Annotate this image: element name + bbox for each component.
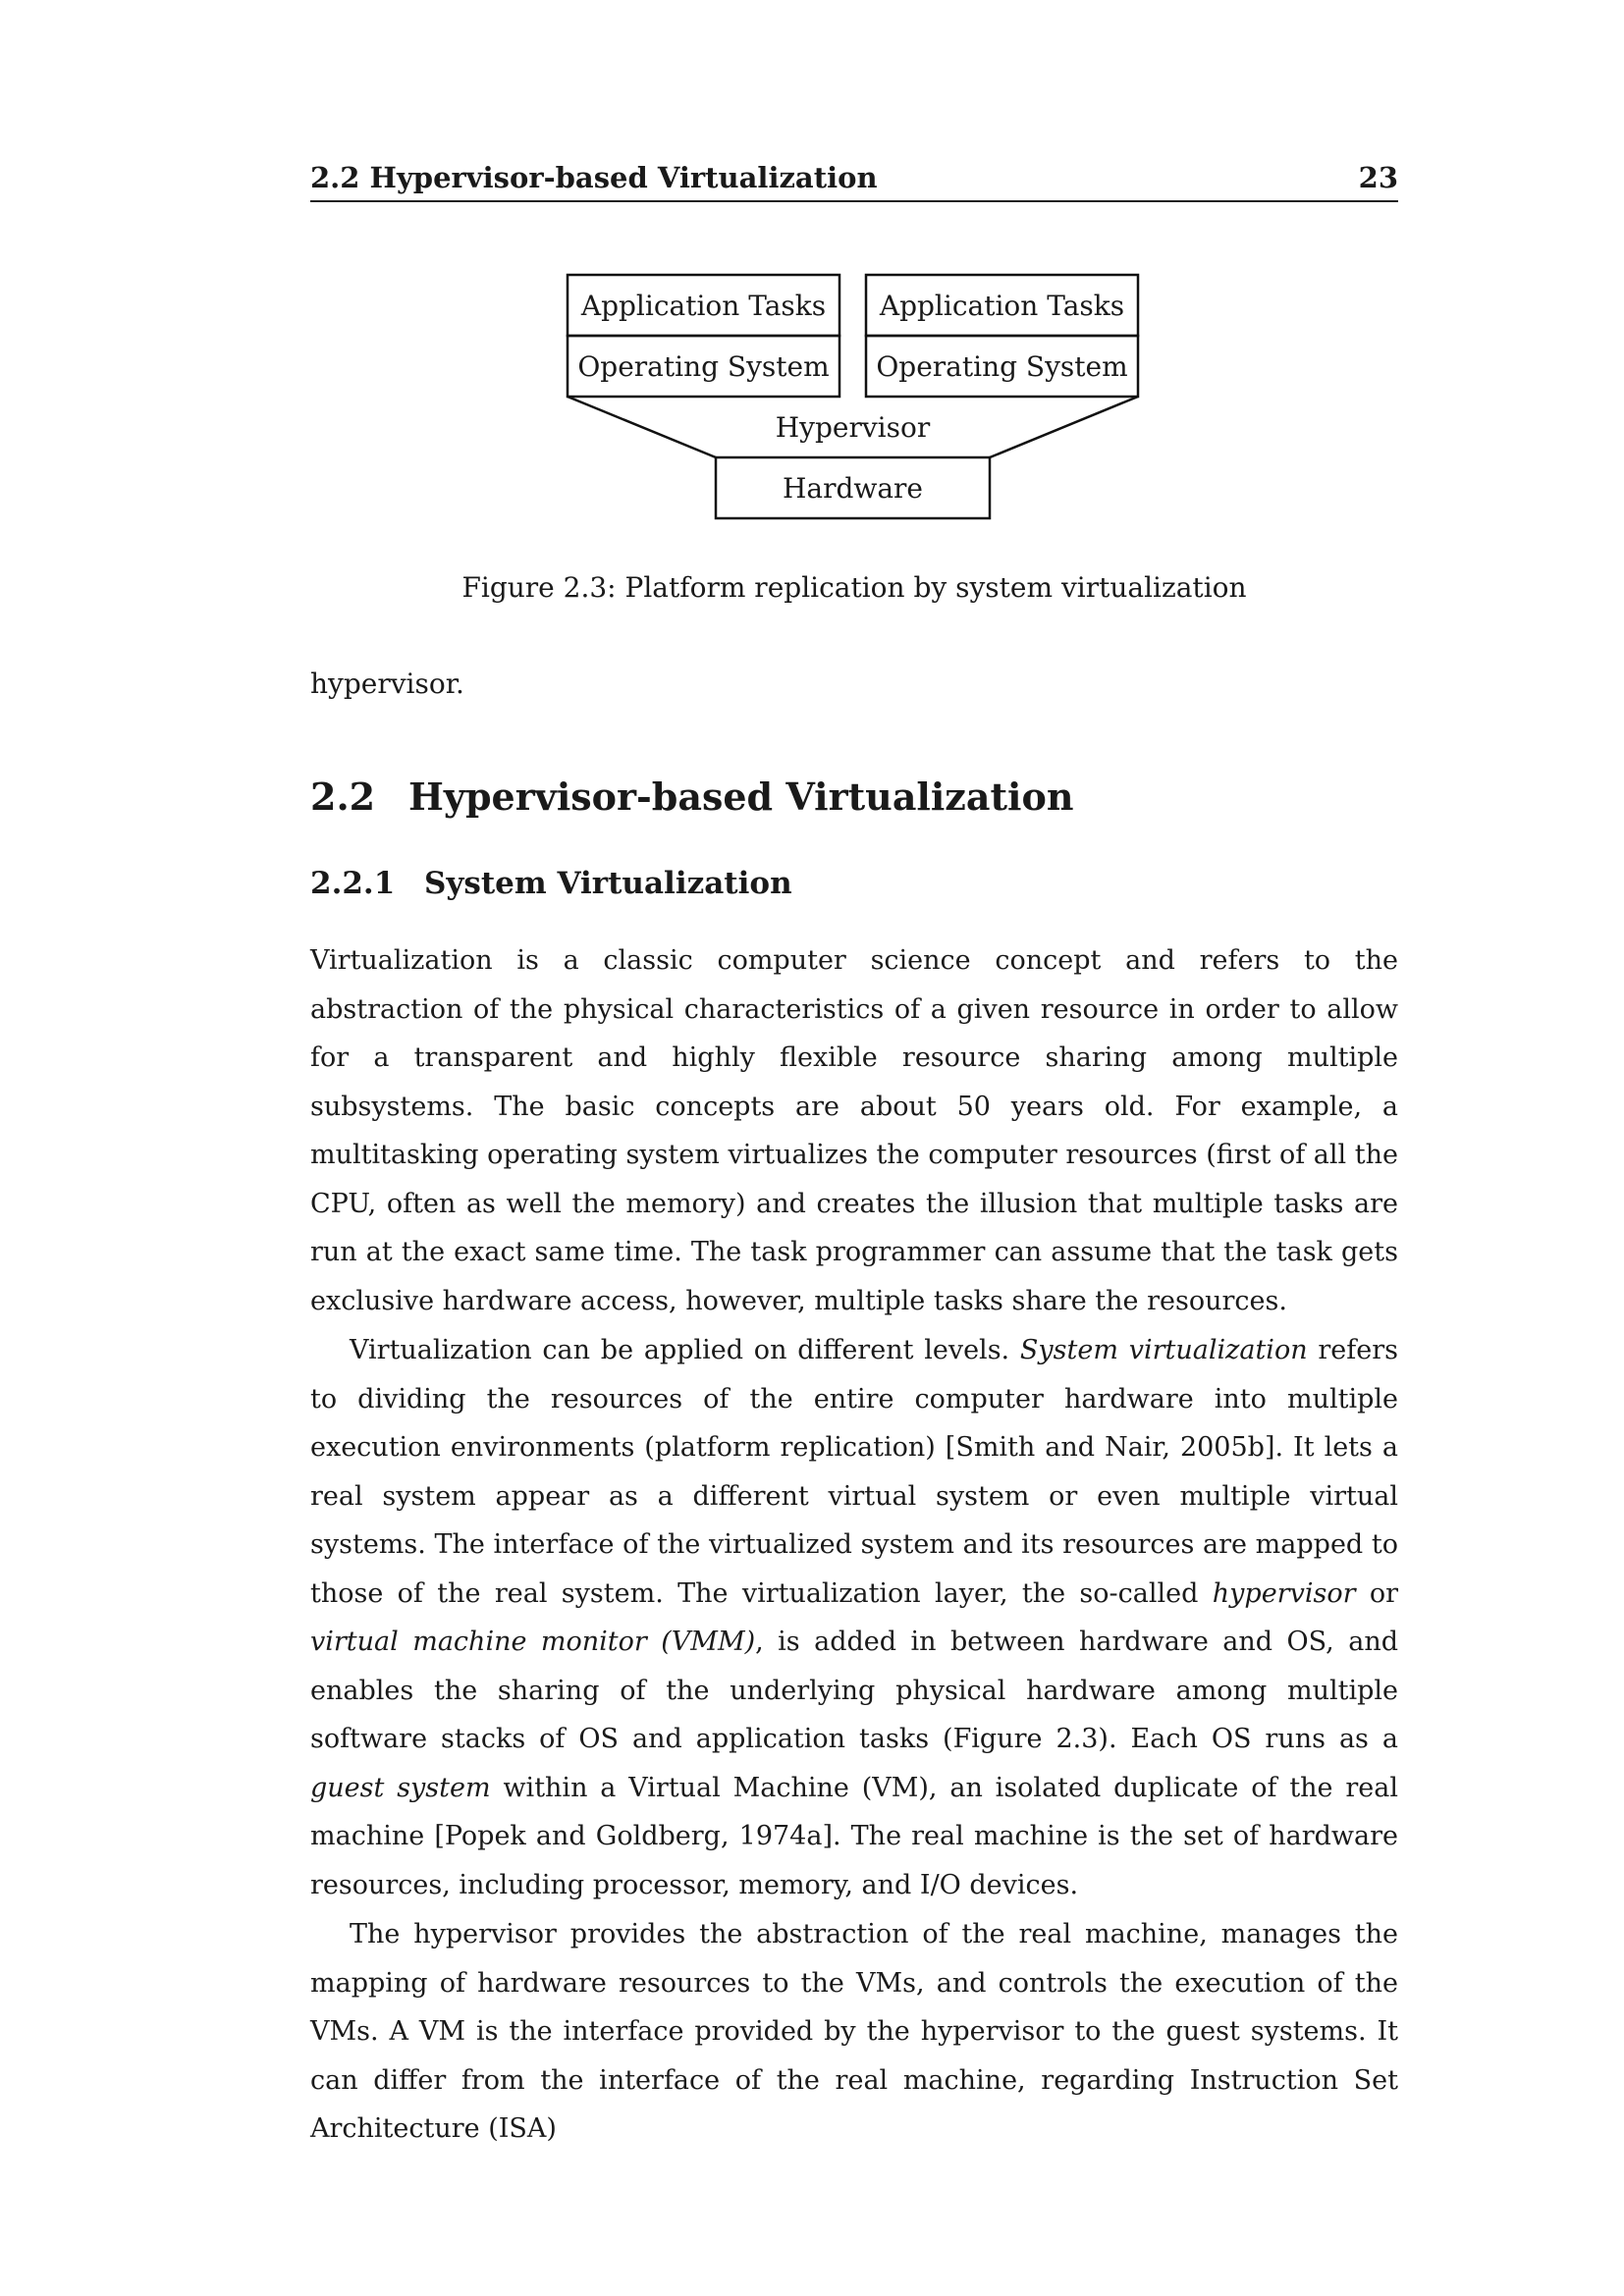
paragraph (310, 1910, 1398, 2154)
subsection-title: System Virtualization (424, 866, 792, 901)
section-title: Hypervisor-based Virtualization (408, 774, 1074, 819)
section-heading (310, 774, 1073, 821)
text-run: Virtualization is a classic computer science concept and refers to the abstraction of the physical characteristics of a given resource in order to allow for a transparent and highly flexible resource sharing among multiple subsystems. The basic concepts are about 50 years old. For example, a multitasking operating system virtualizes the computer resources (first of all the CPU, often as well the memory) and creates the illusion that multiple tasks are run at the exact same time. The task programmer can assume that the task gets exclusive hardware access, however, multiple tasks share the resources. (310, 945, 1398, 1316)
page-number: 23 (1358, 161, 1398, 194)
text-run: or (1355, 1577, 1399, 1609)
subsection-number: 2.2.1 (310, 866, 396, 901)
body-text (310, 936, 1398, 2154)
running-title: 2.2 Hypervisor-based Virtualization (310, 161, 878, 194)
emphasized-term: guest system (310, 1772, 491, 1803)
emphasized-term: System virtualization (1019, 1335, 1308, 1365)
paragraph (310, 1326, 1398, 1909)
text-run: Virtualization can be applied on different levels. (350, 1335, 1020, 1365)
hypervisor-label: Hypervisor (775, 411, 931, 444)
running-head (310, 161, 1398, 202)
right-os-label: Operating System (876, 350, 1128, 383)
figure-platform-replication (566, 273, 1140, 522)
paragraph (310, 936, 1398, 1325)
continued-text-fragment: hypervisor. (310, 667, 464, 700)
text-run: , is added in between hardware and OS, and enables the sharing of the underlying physical hardware among multiple software stacks of OS and application tasks (Figure 2.3). Each OS runs as a (310, 1627, 1398, 1754)
subsection-heading (310, 864, 792, 903)
hypervisor-right-edge (990, 397, 1138, 457)
figure-caption: Figure 2.3: Platform replication by system virtualization (461, 571, 1247, 604)
left-app-label: Application Tasks (580, 290, 827, 322)
text-run: The hypervisor provides the abstraction of the real machine, manages the mapping of hardware resources to the VMs, and controls the execution of the VMs. A VM is the interface provided by the hypervisor to the guest systems. It can differ from the interface of the real machine, regarding Instruction Set Architecture (ISA) (310, 1919, 1398, 2144)
emphasized-term: hypervisor (1212, 1577, 1356, 1609)
emphasized-term: virtual machine monitor (VMM) (310, 1627, 756, 1657)
left-os-label: Operating System (577, 350, 830, 383)
section-number: 2.2 (310, 774, 376, 819)
text-run: refers to dividing the resources of the entire computer hardware into multiple execution environments (platform replication) [Smith and Nair, 2005b]. It lets a real system appear as a different virtual system or even multiple virtual systems. The interface of the virtualized system and its resources are mapped to those of the real system. The virtualization layer, the so-called (310, 1335, 1398, 1609)
right-app-label: Application Tasks (879, 290, 1125, 322)
hypervisor-left-edge (568, 397, 716, 457)
hardware-label: Hardware (782, 472, 924, 505)
text-run: within a Virtual Machine (VM), an isolated duplicate of the real machine [Popek and Goldberg, 1974a]. The real machine is the set of hardware resources, including processor, memory, and I/O devices. (310, 1772, 1398, 1900)
